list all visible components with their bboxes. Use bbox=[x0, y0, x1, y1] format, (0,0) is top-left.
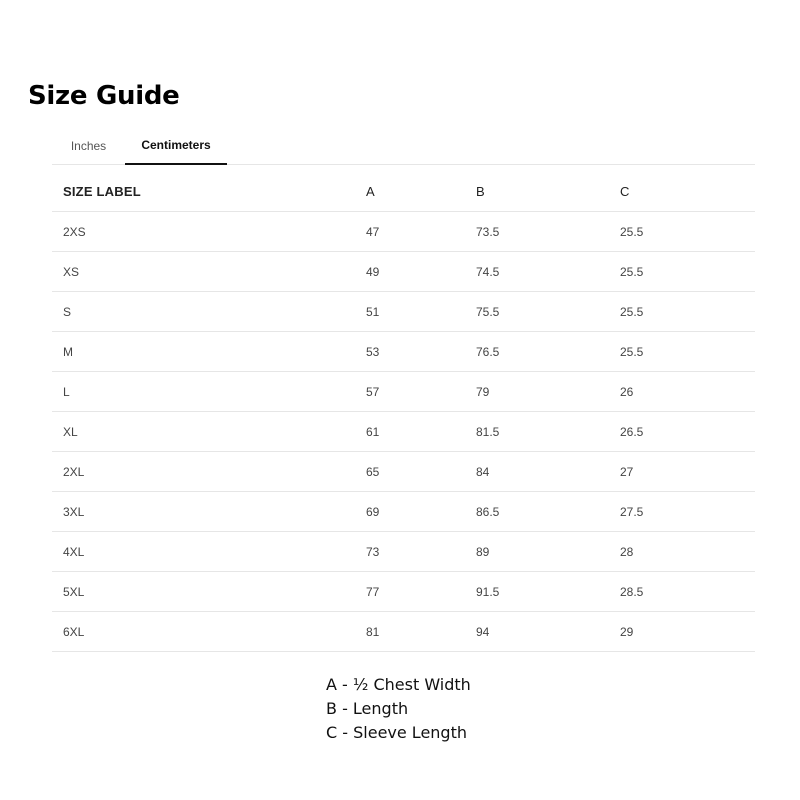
b-cell: 74.5 bbox=[476, 252, 620, 292]
c-cell: 26 bbox=[620, 372, 755, 412]
size-cell: 4XL bbox=[52, 532, 366, 572]
b-cell: 86.5 bbox=[476, 492, 620, 532]
size-cell: 2XL bbox=[52, 452, 366, 492]
table-row bbox=[52, 532, 755, 572]
c-cell: 28 bbox=[620, 532, 755, 572]
measurement-legend bbox=[326, 673, 471, 745]
c-cell: 29 bbox=[620, 612, 755, 652]
table-row bbox=[52, 372, 755, 412]
c-cell: 27.5 bbox=[620, 492, 755, 532]
size-cell: M bbox=[52, 332, 366, 372]
c-cell: 25.5 bbox=[620, 332, 755, 372]
size-cell: XL bbox=[52, 412, 366, 452]
table-row bbox=[52, 412, 755, 452]
table-row bbox=[52, 572, 755, 612]
page-title: Size Guide bbox=[28, 81, 180, 111]
size-cell: S bbox=[52, 292, 366, 332]
b-cell: 75.5 bbox=[476, 292, 620, 332]
table-row bbox=[52, 252, 755, 292]
legend-item-b: B - Length bbox=[326, 699, 409, 718]
table-header-row bbox=[52, 171, 755, 212]
table-row bbox=[52, 492, 755, 532]
b-cell: 79 bbox=[476, 372, 620, 412]
table-row bbox=[52, 452, 755, 492]
size-cell: 5XL bbox=[52, 572, 366, 612]
b-cell: 94 bbox=[476, 612, 620, 652]
legend-item-a: A - ½ Chest Width bbox=[326, 675, 471, 694]
c-cell: 25.5 bbox=[620, 292, 755, 332]
header-b: B bbox=[476, 171, 620, 212]
a-cell: 77 bbox=[366, 572, 476, 612]
a-cell: 51 bbox=[366, 292, 476, 332]
size-cell: XS bbox=[52, 252, 366, 292]
table-row bbox=[52, 212, 755, 252]
a-cell: 47 bbox=[366, 212, 476, 252]
legend-item-c: C - Sleeve Length bbox=[326, 723, 467, 742]
b-cell: 76.5 bbox=[476, 332, 620, 372]
unit-tabs bbox=[52, 126, 755, 165]
b-cell: 73.5 bbox=[476, 212, 620, 252]
a-cell: 69 bbox=[366, 492, 476, 532]
a-cell: 65 bbox=[366, 452, 476, 492]
size-cell: 2XS bbox=[52, 212, 366, 252]
size-cell: 6XL bbox=[52, 612, 366, 652]
a-cell: 73 bbox=[366, 532, 476, 572]
header-size-label: SIZE LABEL bbox=[52, 171, 366, 212]
c-cell: 26.5 bbox=[620, 412, 755, 452]
header-c: C bbox=[620, 171, 755, 212]
size-cell: L bbox=[52, 372, 366, 412]
a-cell: 61 bbox=[366, 412, 476, 452]
a-cell: 49 bbox=[366, 252, 476, 292]
b-cell: 89 bbox=[476, 532, 620, 572]
b-cell: 81.5 bbox=[476, 412, 620, 452]
size-cell: 3XL bbox=[52, 492, 366, 532]
header-a: A bbox=[366, 171, 476, 212]
c-cell: 28.5 bbox=[620, 572, 755, 612]
table-row bbox=[52, 332, 755, 372]
a-cell: 53 bbox=[366, 332, 476, 372]
b-cell: 84 bbox=[476, 452, 620, 492]
a-cell: 57 bbox=[366, 372, 476, 412]
tab-centimeters[interactable]: Centimeters bbox=[125, 126, 227, 165]
c-cell: 25.5 bbox=[620, 252, 755, 292]
size-table bbox=[52, 171, 755, 652]
c-cell: 25.5 bbox=[620, 212, 755, 252]
a-cell: 81 bbox=[366, 612, 476, 652]
table-row bbox=[52, 612, 755, 652]
b-cell: 91.5 bbox=[476, 572, 620, 612]
table-row bbox=[52, 292, 755, 332]
tab-inches[interactable]: Inches bbox=[70, 138, 107, 153]
c-cell: 27 bbox=[620, 452, 755, 492]
